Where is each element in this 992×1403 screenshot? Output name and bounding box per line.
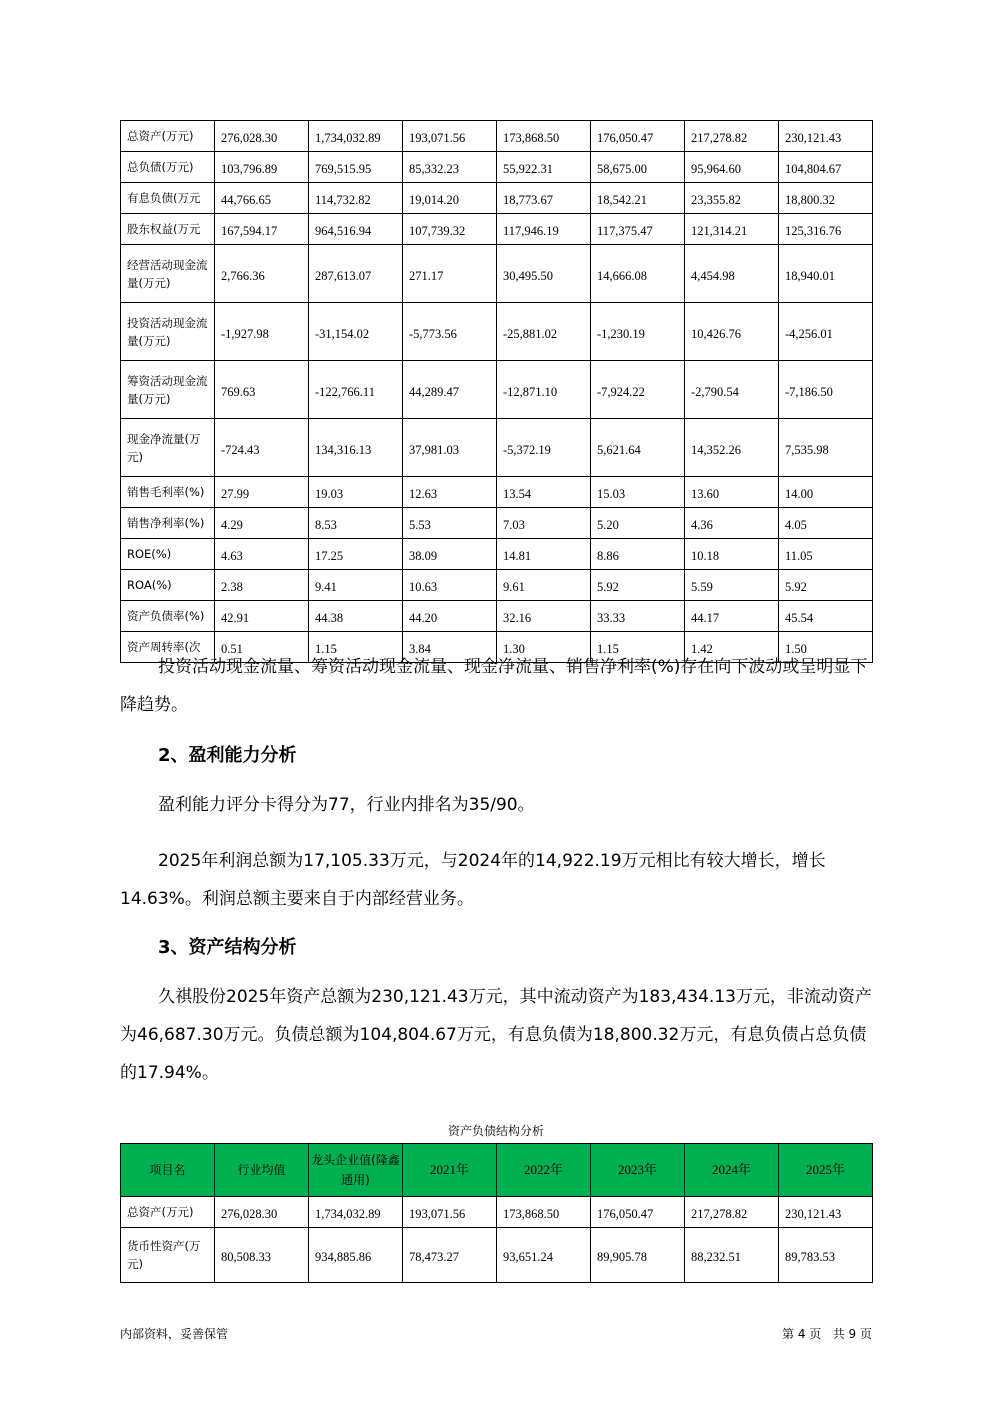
row-label: 有息负债(万元	[121, 183, 215, 214]
column-header: 2023年	[591, 1144, 685, 1197]
table-cell: 32.16	[497, 601, 591, 632]
table-cell: 44.20	[403, 601, 497, 632]
table-cell: 44,766.65	[215, 183, 309, 214]
table-cell: 18,800.32	[779, 183, 873, 214]
table-row	[121, 477, 873, 508]
row-label: 总资产(万元)	[121, 1197, 215, 1228]
table-cell: 1,734,032.89	[309, 121, 403, 152]
table-cell: 3.84	[403, 632, 497, 663]
table-cell: 173,868.50	[497, 1197, 591, 1228]
table-cell: 93,651.24	[497, 1228, 591, 1283]
table-cell: 167,594.17	[215, 214, 309, 245]
table-cell: 89,783.53	[779, 1228, 873, 1283]
table-cell: 5.92	[779, 570, 873, 601]
table-row	[121, 1197, 873, 1228]
table-cell: 4.36	[685, 508, 779, 539]
column-header: 2021年	[403, 1144, 497, 1197]
table-cell: 176,050.47	[591, 1197, 685, 1228]
table-cell: 45.54	[779, 601, 873, 632]
table-cell: 78,473.27	[403, 1228, 497, 1283]
asset-paragraph: 久祺股份2025年资产总额为230,121.43万元，其中流动资产为183,434.13万元，非流动资产为46,687.30万元。负债总额为104,804.67万元，有息负债为18,800.32万元，有息负债占总负债的17.94%。	[120, 987, 872, 1083]
table-cell: 276,028.30	[215, 1197, 309, 1228]
table-cell: -122,766.11	[309, 361, 403, 419]
table-cell: 173,868.50	[497, 121, 591, 152]
table-cell: 276,028.30	[215, 121, 309, 152]
table-cell: 230,121.43	[779, 121, 873, 152]
table-cell: 4.63	[215, 539, 309, 570]
table-row	[121, 1228, 873, 1283]
table-cell: 12.63	[403, 477, 497, 508]
asset-liability-structure-table	[120, 1143, 873, 1283]
section-heading-asset-structure: 3、资产结构分析	[158, 937, 297, 958]
table-cell: 1.15	[591, 632, 685, 663]
table-cell: 18,940.01	[779, 245, 873, 303]
row-label: 资产周转率(次	[121, 632, 215, 663]
table-cell: 19,014.20	[403, 183, 497, 214]
table-cell: 0.51	[215, 632, 309, 663]
table-cell: 7,535.98	[779, 419, 873, 477]
table-cell: 44.17	[685, 601, 779, 632]
table-cell: 80,508.33	[215, 1228, 309, 1283]
table-cell: 8.86	[591, 539, 685, 570]
column-header: 龙头企业值(隆鑫通用)	[309, 1144, 403, 1197]
table-cell: 85,332.23	[403, 152, 497, 183]
table-row	[121, 121, 873, 152]
table-row	[121, 361, 873, 419]
column-header: 2024年	[685, 1144, 779, 1197]
table-row	[121, 303, 873, 361]
table-cell: -724.43	[215, 419, 309, 477]
table-cell: 88,232.51	[685, 1228, 779, 1283]
table-cell: 934,885.86	[309, 1228, 403, 1283]
table-cell: -1,230.19	[591, 303, 685, 361]
table-cell: 1,734,032.89	[309, 1197, 403, 1228]
table-cell: 89,905.78	[591, 1228, 685, 1283]
row-label: 货币性资产(万元)	[121, 1228, 215, 1283]
table-cell: 38.09	[403, 539, 497, 570]
table-cell: -5,372.19	[497, 419, 591, 477]
table-cell: 14.00	[779, 477, 873, 508]
table-cell: 5.92	[591, 570, 685, 601]
table-row	[121, 601, 873, 632]
footer-page-number: 第 4 页 共 9 页	[782, 1327, 872, 1341]
table-cell: 10.63	[403, 570, 497, 601]
table-cell: 42.91	[215, 601, 309, 632]
table-cell: 1.15	[309, 632, 403, 663]
trend-paragraph: 投资活动现金流量、筹资活动现金流量、现金净流量、销售净利率(%)存在向下波动或呈明显下降趋势。	[120, 657, 868, 715]
table-cell: 230,121.43	[779, 1197, 873, 1228]
table-cell: 14.81	[497, 539, 591, 570]
table-cell: 27.99	[215, 477, 309, 508]
table-cell: 13.60	[685, 477, 779, 508]
table-row	[121, 214, 873, 245]
table-cell: 5.59	[685, 570, 779, 601]
row-label: 经营活动现金流量(万元)	[121, 245, 215, 303]
row-label: 销售净利率(%)	[121, 508, 215, 539]
table-cell: 4.29	[215, 508, 309, 539]
table-row	[121, 508, 873, 539]
table-cell: 964,516.94	[309, 214, 403, 245]
table-cell: 8.53	[309, 508, 403, 539]
table-cell: -25,881.02	[497, 303, 591, 361]
table-cell: 117,946.19	[497, 214, 591, 245]
table-cell: -2,790.54	[685, 361, 779, 419]
table-cell: 14,352.26	[685, 419, 779, 477]
table-cell: 134,316.13	[309, 419, 403, 477]
column-header: 2022年	[497, 1144, 591, 1197]
table-cell: 33.33	[591, 601, 685, 632]
table-row	[121, 539, 873, 570]
table-cell: 95,964.60	[685, 152, 779, 183]
table-cell: 23,355.82	[685, 183, 779, 214]
table-cell: -12,871.10	[497, 361, 591, 419]
row-label: 资产负债率(%)	[121, 601, 215, 632]
table-cell: -31,154.02	[309, 303, 403, 361]
table-cell: 4.05	[779, 508, 873, 539]
table-cell: 2,766.36	[215, 245, 309, 303]
table-cell: 37,981.03	[403, 419, 497, 477]
table-cell: 114,732.82	[309, 183, 403, 214]
table-cell: -7,924.22	[591, 361, 685, 419]
table-cell: 9.41	[309, 570, 403, 601]
table-cell: 5.53	[403, 508, 497, 539]
table-cell: 44.38	[309, 601, 403, 632]
table-cell: 121,314.21	[685, 214, 779, 245]
asset-liability-structure-body	[121, 1144, 873, 1283]
table-cell: 217,278.82	[685, 1197, 779, 1228]
table-cell: 7.03	[497, 508, 591, 539]
table-cell: 104,804.67	[779, 152, 873, 183]
table-row	[121, 183, 873, 214]
profit-paragraph: 2025年利润总额为17,105.33万元，与2024年的14,922.19万元相比有较大增长，增长14.63%。利润总额主要来自于内部经营业务。	[120, 851, 826, 909]
table-cell: -1,927.98	[215, 303, 309, 361]
table-row	[121, 419, 873, 477]
table-cell: 1.30	[497, 632, 591, 663]
financial-summary-table	[120, 120, 873, 663]
table-row	[121, 245, 873, 303]
table-row	[121, 152, 873, 183]
section-heading-profitability: 2、盈利能力分析	[158, 745, 297, 766]
table-cell: 10,426.76	[685, 303, 779, 361]
table-caption: 资产负债结构分析	[447, 1124, 544, 1138]
table-cell: 1.50	[779, 632, 873, 663]
table-cell: 1.42	[685, 632, 779, 663]
table-cell: -7,186.50	[779, 361, 873, 419]
table-cell: 103,796.89	[215, 152, 309, 183]
column-header: 项目名	[121, 1144, 215, 1197]
table-cell: 117,375.47	[591, 214, 685, 245]
financial-summary-body	[121, 121, 873, 663]
column-header: 行业均值	[215, 1144, 309, 1197]
row-label: 筹资活动现金流量(万元)	[121, 361, 215, 419]
table-cell: 13.54	[497, 477, 591, 508]
table-cell: 11.05	[779, 539, 873, 570]
table-cell: 18,542.21	[591, 183, 685, 214]
table-cell: 769.63	[215, 361, 309, 419]
table-cell: 19.03	[309, 477, 403, 508]
row-label: 总负债(万元)	[121, 152, 215, 183]
table-cell: 10.18	[685, 539, 779, 570]
table-cell: 15.03	[591, 477, 685, 508]
row-label: 现金净流量(万元)	[121, 419, 215, 477]
table-cell: 193,071.56	[403, 1197, 497, 1228]
table-cell: 287,613.07	[309, 245, 403, 303]
table-cell: 4,454.98	[685, 245, 779, 303]
table-cell: 17.25	[309, 539, 403, 570]
table-cell: 2.38	[215, 570, 309, 601]
table-cell: 217,278.82	[685, 121, 779, 152]
row-label: 股东权益(万元	[121, 214, 215, 245]
row-label: 销售毛利率(%)	[121, 477, 215, 508]
table-cell: -4,256.01	[779, 303, 873, 361]
row-label: 投资活动现金流量(万元)	[121, 303, 215, 361]
table-cell: 55,922.31	[497, 152, 591, 183]
table-row	[121, 570, 873, 601]
table-header-row	[121, 1144, 873, 1197]
table-cell: 5.20	[591, 508, 685, 539]
row-label: ROA(%)	[121, 570, 215, 601]
table-cell: 271.17	[403, 245, 497, 303]
table-cell: 176,050.47	[591, 121, 685, 152]
table-cell: 193,071.56	[403, 121, 497, 152]
table-cell: 18,773.67	[497, 183, 591, 214]
table-cell: 44,289.47	[403, 361, 497, 419]
footer-confidential-note: 内部资料，妥善保管	[120, 1327, 229, 1341]
table-cell: 769,515.95	[309, 152, 403, 183]
column-header: 2025年	[779, 1144, 873, 1197]
table-cell: 125,316.76	[779, 214, 873, 245]
table-cell: 107,739.32	[403, 214, 497, 245]
table-cell: -5,773.56	[403, 303, 497, 361]
table-cell: 5,621.64	[591, 419, 685, 477]
table-cell: 9.61	[497, 570, 591, 601]
table-cell: 30,495.50	[497, 245, 591, 303]
row-label: 总资产(万元)	[121, 121, 215, 152]
score-paragraph: 盈利能力评分卡得分为77，行业内排名为35/90。	[158, 795, 535, 815]
table-cell: 58,675.00	[591, 152, 685, 183]
row-label: ROE(%)	[121, 539, 215, 570]
table-cell: 14,666.08	[591, 245, 685, 303]
